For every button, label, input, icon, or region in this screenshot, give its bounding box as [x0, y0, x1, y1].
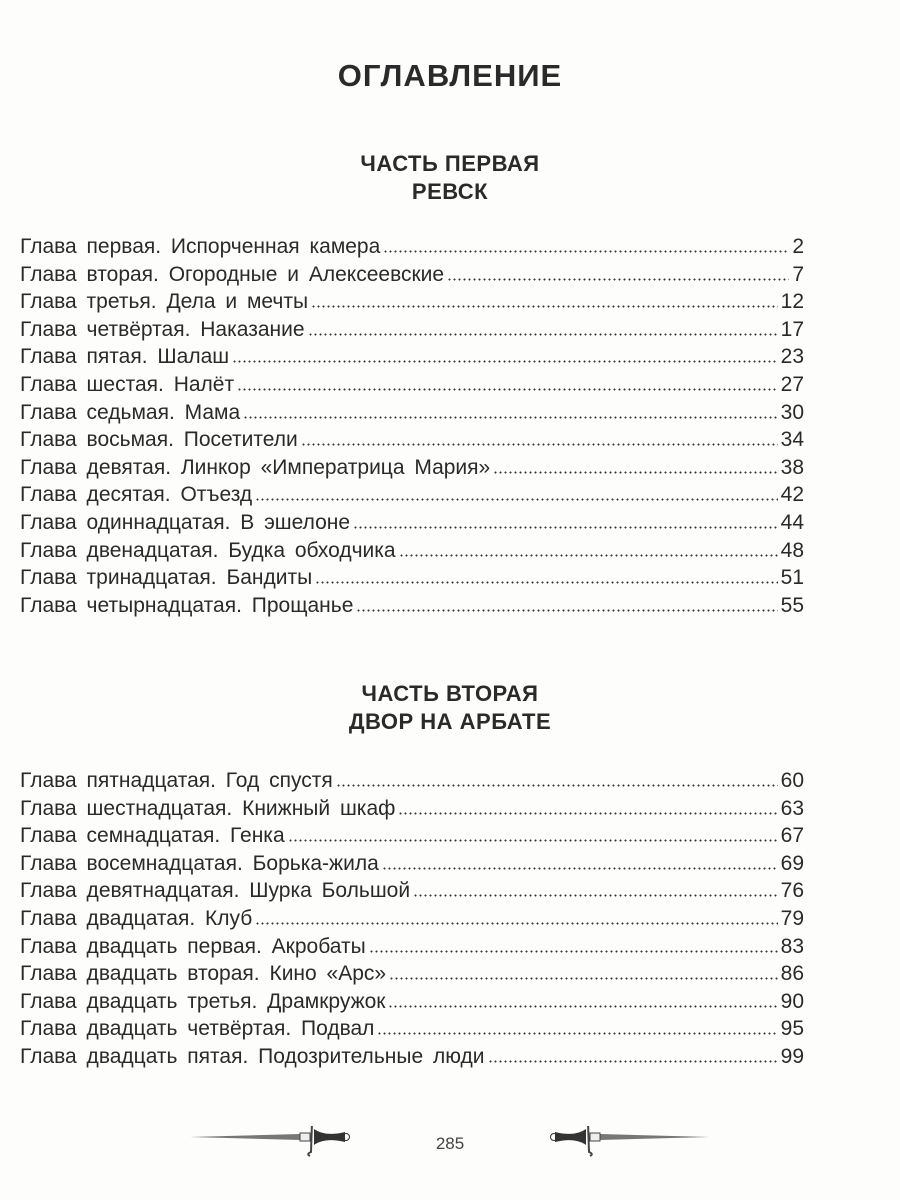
toc-entry	[20, 933, 804, 961]
dot-leader	[398, 812, 777, 815]
chapter-title: Глава двенадцатая. Будка обходчика	[20, 538, 396, 562]
toc-entry	[20, 426, 804, 454]
chapter-page-number: 23	[780, 345, 804, 369]
chapter-title: Глава восьмая. Посетители	[20, 428, 298, 452]
chapter-page-number: 83	[780, 934, 804, 958]
toc-entry	[20, 592, 804, 620]
chapter-page-number: 99	[780, 1044, 804, 1068]
chapter-page-number: 86	[780, 962, 804, 986]
dot-leader	[447, 278, 789, 281]
toc-entry	[20, 877, 804, 905]
chapter-page-number: 44	[780, 510, 804, 534]
toc-entry	[20, 1043, 804, 1071]
toc-entry	[20, 850, 804, 878]
chapter-title: Глава семнадцатая. Генка	[20, 824, 285, 848]
chapter-title: Глава четвёртая. Наказание	[20, 317, 305, 341]
chapter-page-number: 17	[780, 317, 804, 341]
chapter-title: Глава седьмая. Мама	[20, 400, 241, 424]
dot-leader	[315, 581, 777, 584]
chapter-title: Глава третья. Дела и мечты	[20, 290, 309, 314]
dot-leader	[301, 443, 778, 446]
chapter-title: Глава шестая. Налёт	[20, 372, 235, 396]
part-heading: ЧАСТЬ ВТОРАЯ	[361, 681, 539, 706]
dot-leader	[369, 950, 778, 953]
chapter-page-number: 38	[780, 455, 804, 479]
toc-entry	[20, 960, 804, 988]
dot-leader	[255, 922, 777, 925]
chapter-page-number: 34	[780, 428, 804, 452]
chapter-page-number: 42	[780, 483, 804, 507]
dot-leader	[288, 839, 778, 842]
toc-list-part-2	[20, 767, 804, 1071]
chapter-page-number: 51	[780, 566, 804, 590]
chapter-page-number: 63	[780, 796, 804, 820]
chapter-page-number: 27	[780, 372, 804, 396]
toc-list-part-1	[20, 233, 804, 619]
chapter-title: Глава тринадцатая. Бандиты	[20, 566, 313, 590]
dot-leader	[382, 867, 778, 870]
dot-leader	[311, 305, 778, 308]
dot-leader	[353, 526, 778, 529]
dot-leader	[413, 894, 778, 897]
toc-entry	[20, 564, 804, 592]
chapter-title: Глава двадцать первая. Акробаты	[20, 934, 366, 958]
dot-leader	[389, 977, 778, 980]
chapter-page-number: 95	[780, 1017, 804, 1041]
chapter-page-number: 79	[780, 906, 804, 930]
dot-leader	[336, 784, 778, 787]
chapter-title: Глава двадцатая. Клуб	[20, 906, 253, 930]
chapter-page-number: 7	[792, 262, 804, 286]
chapter-title: Глава двадцать вторая. Кино «Арс»	[20, 962, 387, 986]
chapter-title: Глава десятая. Отъезд	[20, 483, 253, 507]
toc-entry	[20, 316, 804, 344]
chapter-page-number: 12	[780, 290, 804, 314]
part-heading: ЧАСТЬ ПЕРВАЯ	[360, 151, 540, 176]
dot-leader	[493, 471, 777, 474]
toc-entry	[20, 454, 804, 482]
chapter-page-number: 90	[780, 989, 804, 1013]
toc-entry	[20, 261, 804, 289]
dot-leader	[388, 1005, 777, 1008]
dot-leader	[237, 388, 778, 391]
page-title: ОГЛАВЛЕНИЕ	[337, 58, 563, 93]
toc-entry	[20, 905, 804, 933]
chapter-title: Глава четырнадцатая. Прощанье	[20, 593, 354, 617]
chapter-title: Глава пятнадцатая. Год спустя	[20, 769, 333, 792]
chapter-page-number: 30	[780, 400, 804, 424]
chapter-page-number: 60	[780, 769, 804, 792]
dot-leader	[255, 498, 777, 501]
toc-entry	[20, 1015, 804, 1043]
chapter-title: Глава девятнадцатая. Шурка Большой	[20, 879, 411, 903]
chapter-title: Глава первая. Испорченная камера	[20, 235, 381, 258]
chapter-page-number: 76	[780, 879, 804, 903]
dot-leader	[356, 609, 777, 612]
toc-entry	[20, 288, 804, 316]
chapter-page-number: 48	[780, 538, 804, 562]
toc-entry	[20, 509, 804, 537]
chapter-title: Глава одиннадцатая. В эшелоне	[20, 510, 351, 534]
page-number: 285	[435, 1134, 465, 1153]
chapter-page-number: 55	[780, 593, 804, 617]
toc-entry	[20, 988, 804, 1016]
toc-entry	[20, 537, 804, 565]
toc-entry	[20, 795, 804, 823]
part-2-header	[0, 680, 900, 736]
chapter-page-number: 69	[780, 851, 804, 875]
toc-entry	[20, 822, 804, 850]
chapter-title: Глава девятая. Линкор «Императрица Мария»	[20, 455, 491, 479]
dot-leader	[488, 1060, 778, 1063]
chapter-title: Глава пятая. Шалаш	[20, 345, 230, 369]
toc-entry	[20, 343, 804, 371]
dot-leader	[243, 416, 777, 419]
toc-entry	[20, 767, 804, 795]
dot-leader	[383, 250, 789, 253]
toc-entry	[20, 233, 804, 261]
chapter-page-number: 67	[780, 824, 804, 848]
dot-leader	[377, 1032, 777, 1035]
chapter-title: Глава восемнадцатая. Борька-жила	[20, 851, 379, 875]
toc-entry	[20, 371, 804, 399]
dot-leader	[308, 333, 778, 336]
part-1-header	[0, 150, 900, 206]
chapter-page-number: 2	[792, 235, 804, 258]
chapter-title: Глава двадцать третья. Драмкружок	[20, 989, 386, 1013]
toc-entry	[20, 399, 804, 427]
toc-entry	[20, 481, 804, 509]
dot-leader	[399, 554, 778, 557]
chapter-title: Глава двадцать пятая. Подозрительные люди	[20, 1044, 485, 1068]
part-subtitle: ДВОР НА АРБАТЕ	[348, 709, 552, 734]
chapter-title: Глава шестнадцатая. Книжный шкаф	[20, 796, 396, 820]
part-subtitle: РЕВСК	[411, 179, 489, 204]
chapter-title: Глава вторая. Огородные и Алексеевские	[20, 262, 445, 286]
dot-leader	[232, 360, 778, 363]
chapter-title: Глава двадцать четвёртая. Подвал	[20, 1017, 375, 1041]
